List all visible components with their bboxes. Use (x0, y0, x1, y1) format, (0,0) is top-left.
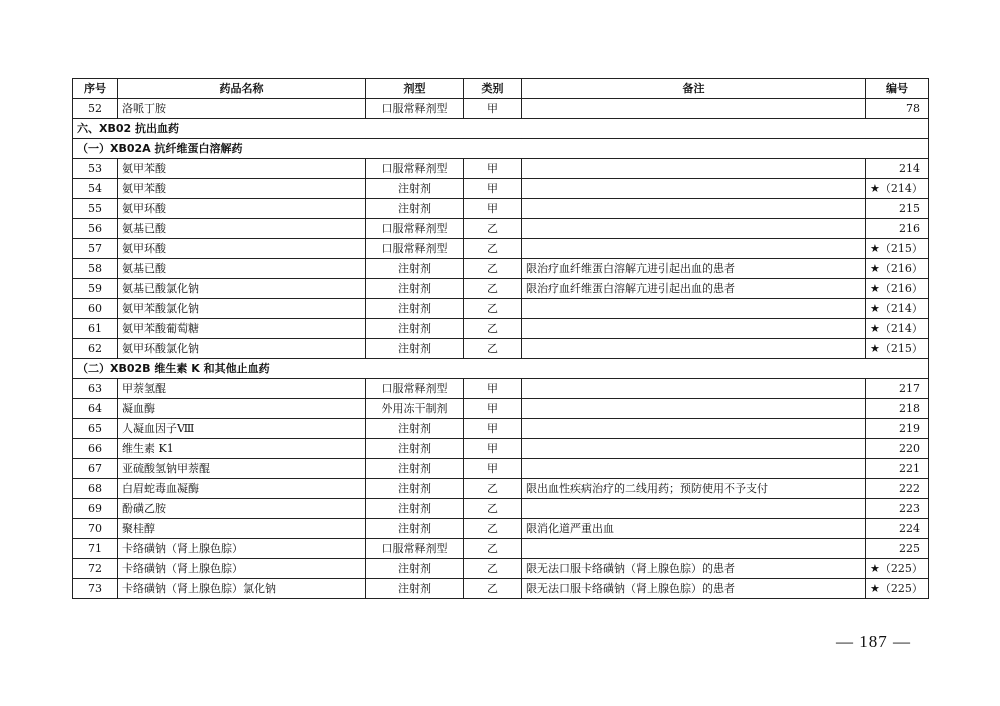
serial-cell: 62 (73, 339, 118, 359)
serial-cell: 56 (73, 219, 118, 239)
drug-name-cell: 白眉蛇毒血凝酶 (118, 479, 366, 499)
table-row (73, 499, 929, 519)
code-cell: 220 (866, 439, 929, 459)
category-cell: 甲 (464, 159, 522, 179)
category-cell: 乙 (464, 259, 522, 279)
drug-name-cell: 氨甲环酸 (118, 199, 366, 219)
drug-name-cell: 卡络磺钠（肾上腺色腙）氯化钠 (118, 579, 366, 599)
category-cell: 乙 (464, 319, 522, 339)
category-cell: 乙 (464, 579, 522, 599)
drug-name-cell: 氨甲环酸氯化钠 (118, 339, 366, 359)
code-cell: ★（216） (866, 259, 929, 279)
code-cell: ★（225） (866, 559, 929, 579)
serial-cell: 55 (73, 199, 118, 219)
section-heading: 六、XB02 抗出血药 (73, 119, 929, 139)
category-cell: 甲 (464, 99, 522, 119)
dosage-form-cell: 口服常释剂型 (366, 379, 464, 399)
table-row (73, 379, 929, 399)
dosage-form-cell: 注射剂 (366, 259, 464, 279)
header-remarks: 备注 (522, 79, 866, 99)
code-cell: 214 (866, 159, 929, 179)
remarks-cell (522, 399, 866, 419)
header-serial: 序号 (73, 79, 118, 99)
serial-cell: 68 (73, 479, 118, 499)
code-cell: 216 (866, 219, 929, 239)
code-cell: 215 (866, 199, 929, 219)
serial-cell: 66 (73, 439, 118, 459)
dosage-form-cell: 外用冻干制剂 (366, 399, 464, 419)
drug-name-cell: 氨甲苯酸葡萄糖 (118, 319, 366, 339)
code-cell: ★（214） (866, 319, 929, 339)
drug-name-cell: 维生素 K1 (118, 439, 366, 459)
table-row (73, 259, 929, 279)
table-row (73, 179, 929, 199)
code-cell: 223 (866, 499, 929, 519)
remarks-cell: 限无法口服卡络磺钠（肾上腺色腙）的患者 (522, 579, 866, 599)
drug-name-cell: 凝血酶 (118, 399, 366, 419)
remarks-cell: 限治疗血纤维蛋白溶解亢进引起出血的患者 (522, 279, 866, 299)
dosage-form-cell: 注射剂 (366, 579, 464, 599)
category-cell: 乙 (464, 479, 522, 499)
remarks-cell (522, 179, 866, 199)
table-row (73, 159, 929, 179)
serial-cell: 60 (73, 299, 118, 319)
table-row (73, 239, 929, 259)
code-cell: ★（225） (866, 579, 929, 599)
dosage-form-cell: 注射剂 (366, 319, 464, 339)
drug-name-cell: 氨基已酸 (118, 219, 366, 239)
table-row (73, 319, 929, 339)
remarks-cell: 限出血性疾病治疗的二线用药；预防使用不予支付 (522, 479, 866, 499)
serial-cell: 63 (73, 379, 118, 399)
dosage-form-cell: 注射剂 (366, 179, 464, 199)
serial-cell: 54 (73, 179, 118, 199)
drug-name-cell: 氨甲苯酸 (118, 179, 366, 199)
drug-name-cell: 氨甲苯酸 (118, 159, 366, 179)
serial-cell: 64 (73, 399, 118, 419)
code-cell: 225 (866, 539, 929, 559)
serial-cell: 52 (73, 99, 118, 119)
table-row (73, 539, 929, 559)
category-cell: 乙 (464, 299, 522, 319)
drug-list-table (72, 78, 929, 599)
drug-name-cell: 卡络磺钠（肾上腺色腙） (118, 559, 366, 579)
remarks-cell (522, 199, 866, 219)
drug-name-cell: 氨基已酸 (118, 259, 366, 279)
drug-name-cell: 亚硫酸氢钠甲萘醌 (118, 459, 366, 479)
category-cell: 乙 (464, 499, 522, 519)
drug-name-cell: 洛哌丁胺 (118, 99, 366, 119)
dosage-form-cell: 注射剂 (366, 459, 464, 479)
dosage-form-cell: 注射剂 (366, 199, 464, 219)
remarks-cell (522, 99, 866, 119)
header-category: 类别 (464, 79, 522, 99)
remarks-cell (522, 439, 866, 459)
page-number: — 187 — (836, 632, 911, 651)
section-row (73, 359, 929, 379)
code-cell: 218 (866, 399, 929, 419)
dosage-form-cell: 口服常释剂型 (366, 239, 464, 259)
serial-cell: 53 (73, 159, 118, 179)
remarks-cell (522, 239, 866, 259)
remarks-cell: 限治疗血纤维蛋白溶解亢进引起出血的患者 (522, 259, 866, 279)
code-cell: 219 (866, 419, 929, 439)
category-cell: 乙 (464, 559, 522, 579)
dosage-form-cell: 注射剂 (366, 439, 464, 459)
dosage-form-cell: 注射剂 (366, 479, 464, 499)
remarks-cell (522, 499, 866, 519)
remarks-cell (522, 219, 866, 239)
dosage-form-cell: 注射剂 (366, 279, 464, 299)
header-drug-name: 药品名称 (118, 79, 366, 99)
section-row (73, 139, 929, 159)
serial-cell: 70 (73, 519, 118, 539)
table-header-row (73, 79, 929, 99)
table-row (73, 459, 929, 479)
code-cell: 222 (866, 479, 929, 499)
drug-name-cell: 卡络磺钠（肾上腺色腙） (118, 539, 366, 559)
table-row (73, 199, 929, 219)
category-cell: 甲 (464, 199, 522, 219)
serial-cell: 59 (73, 279, 118, 299)
serial-cell: 73 (73, 579, 118, 599)
dosage-form-cell: 注射剂 (366, 419, 464, 439)
table-row (73, 479, 929, 499)
drug-name-cell: 氨甲环酸 (118, 239, 366, 259)
category-cell: 乙 (464, 339, 522, 359)
category-cell: 乙 (464, 279, 522, 299)
dosage-form-cell: 口服常释剂型 (366, 159, 464, 179)
code-cell: ★（216） (866, 279, 929, 299)
section-row (73, 119, 929, 139)
code-cell: ★（215） (866, 239, 929, 259)
remarks-cell: 限消化道严重出血 (522, 519, 866, 539)
dosage-form-cell: 口服常释剂型 (366, 99, 464, 119)
serial-cell: 58 (73, 259, 118, 279)
category-cell: 乙 (464, 539, 522, 559)
serial-cell: 57 (73, 239, 118, 259)
remarks-cell (522, 539, 866, 559)
header-dosage-form: 剂型 (366, 79, 464, 99)
dosage-form-cell: 注射剂 (366, 519, 464, 539)
drug-name-cell: 氨基已酸氯化钠 (118, 279, 366, 299)
remarks-cell (522, 339, 866, 359)
header-code: 编号 (866, 79, 929, 99)
serial-cell: 69 (73, 499, 118, 519)
code-cell: ★（215） (866, 339, 929, 359)
category-cell: 甲 (464, 379, 522, 399)
category-cell: 甲 (464, 419, 522, 439)
drug-name-cell: 酚磺乙胺 (118, 499, 366, 519)
drug-name-cell: 氨甲苯酸氯化钠 (118, 299, 366, 319)
dosage-form-cell: 口服常释剂型 (366, 539, 464, 559)
remarks-cell (522, 459, 866, 479)
code-cell: ★（214） (866, 299, 929, 319)
drug-name-cell: 甲萘氢醌 (118, 379, 366, 399)
table-row (73, 99, 929, 119)
dosage-form-cell: 口服常释剂型 (366, 219, 464, 239)
code-cell: 217 (866, 379, 929, 399)
category-cell: 甲 (464, 459, 522, 479)
serial-cell: 71 (73, 539, 118, 559)
serial-cell: 72 (73, 559, 118, 579)
dosage-form-cell: 注射剂 (366, 299, 464, 319)
table-row (73, 399, 929, 419)
table-row (73, 579, 929, 599)
category-cell: 乙 (464, 219, 522, 239)
code-cell: ★（214） (866, 179, 929, 199)
table-row (73, 219, 929, 239)
remarks-cell (522, 299, 866, 319)
code-cell: 78 (866, 99, 929, 119)
serial-cell: 61 (73, 319, 118, 339)
dosage-form-cell: 注射剂 (366, 499, 464, 519)
table-row (73, 559, 929, 579)
section-heading: （二）XB02B 维生素 K 和其他止血药 (73, 359, 929, 379)
table-row (73, 279, 929, 299)
remarks-cell (522, 319, 866, 339)
remarks-cell (522, 419, 866, 439)
serial-cell: 67 (73, 459, 118, 479)
drug-name-cell: 人凝血因子Ⅷ (118, 419, 366, 439)
remarks-cell (522, 159, 866, 179)
drug-name-cell: 聚桂醇 (118, 519, 366, 539)
dosage-form-cell: 注射剂 (366, 339, 464, 359)
table-row (73, 519, 929, 539)
table-row (73, 419, 929, 439)
category-cell: 乙 (464, 519, 522, 539)
dosage-form-cell: 注射剂 (366, 559, 464, 579)
section-heading: （一）XB02A 抗纤维蛋白溶解药 (73, 139, 929, 159)
table-row (73, 439, 929, 459)
remarks-cell: 限无法口服卡络磺钠（肾上腺色腙）的患者 (522, 559, 866, 579)
table-body (73, 99, 929, 599)
code-cell: 224 (866, 519, 929, 539)
category-cell: 乙 (464, 239, 522, 259)
serial-cell: 65 (73, 419, 118, 439)
category-cell: 甲 (464, 399, 522, 419)
code-cell: 221 (866, 459, 929, 479)
remarks-cell (522, 379, 866, 399)
table-row (73, 299, 929, 319)
category-cell: 甲 (464, 179, 522, 199)
category-cell: 甲 (464, 439, 522, 459)
table-row (73, 339, 929, 359)
